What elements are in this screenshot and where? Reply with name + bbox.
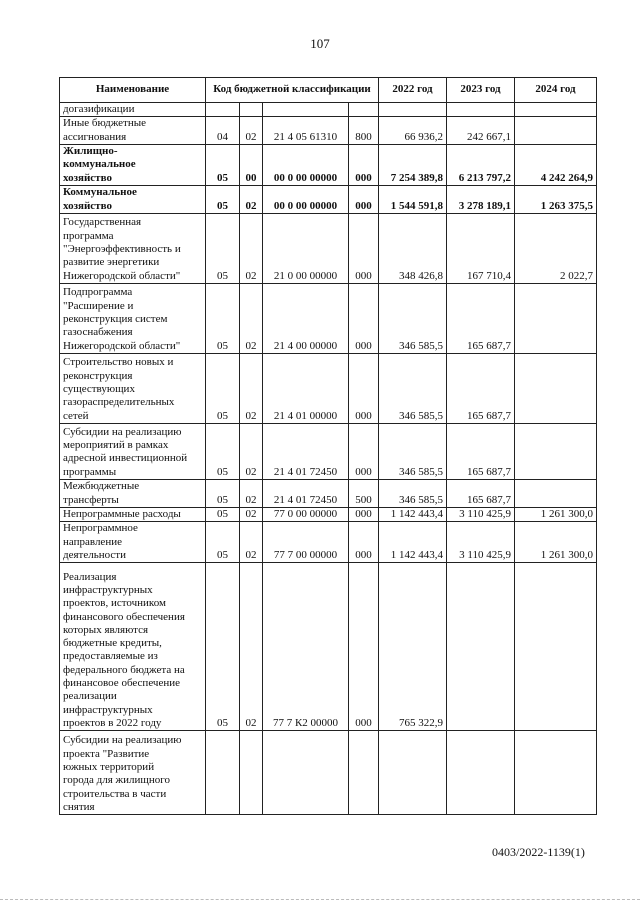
value-2023: 165 687,7: [447, 353, 515, 423]
value-2023: 242 667,1: [447, 117, 515, 145]
code-subsection: 02: [240, 423, 263, 479]
table-row: [60, 213, 597, 283]
value-2024: 2 022,7: [515, 213, 597, 283]
row-name: Непрограммные расходы: [60, 507, 206, 521]
scan-artifact-line: [0, 899, 640, 901]
table-row: [60, 423, 597, 479]
code-expense-type: 000: [349, 185, 379, 213]
table-body: [60, 103, 597, 815]
code-subsection: 02: [240, 213, 263, 283]
code-target-article: 21 4 01 00000: [263, 353, 349, 423]
code-expense-type: 000: [349, 283, 379, 353]
code-section: 05: [206, 522, 240, 563]
table-header-row: [60, 78, 597, 103]
code-subsection: 02: [240, 479, 263, 507]
value-2023: 3 278 189,1: [447, 185, 515, 213]
row-name: Строительство новых и реконструкция существующих газораспределительных сетей: [60, 353, 206, 423]
code-subsection: 00: [240, 144, 263, 185]
code-target-article: 21 4 00 00000: [263, 283, 349, 353]
code-expense-type: 000: [349, 522, 379, 563]
header-code: Код бюджетной классификации: [206, 78, 379, 103]
code-subsection: 02: [240, 522, 263, 563]
code-expense-type: 000: [349, 423, 379, 479]
value-2024: 1 261 300,0: [515, 522, 597, 563]
value-2024: [515, 731, 597, 815]
value-2024: [515, 283, 597, 353]
value-2022: 66 936,2: [379, 117, 447, 145]
row-name: Подпрограмма "Расширение и реконструкция систем газоснабжения Нижегородской области": [60, 283, 206, 353]
value-2024: [515, 479, 597, 507]
value-2023: [447, 103, 515, 117]
row-name: Реализация инфраструктурных проектов, источником финансового обеспечения которых являются бюджетные кредиты, предоставляемые из федерального бюджета на финансовое обеспечение реализации инфраструктурных проектов в 2022 году: [60, 563, 206, 731]
code-target-article: 77 7 К2 00000: [263, 563, 349, 731]
code-target-article: 00 0 00 00000: [263, 185, 349, 213]
value-2024: [515, 103, 597, 117]
header-name: Наименование: [60, 78, 206, 103]
row-name: Жилищно- коммунальное хозяйство: [60, 144, 206, 185]
code-expense-type: 800: [349, 117, 379, 145]
value-2022: 346 585,5: [379, 353, 447, 423]
code-expense-type: 500: [349, 479, 379, 507]
code-section: [206, 103, 240, 117]
row-name: Коммунальное хозяйство: [60, 185, 206, 213]
value-2023: 3 110 425,9: [447, 522, 515, 563]
code-section: 05: [206, 563, 240, 731]
table-row: [60, 283, 597, 353]
value-2024: 4 242 264,9: [515, 144, 597, 185]
code-expense-type: 000: [349, 563, 379, 731]
table-row: [60, 144, 597, 185]
value-2024: [515, 563, 597, 731]
code-subsection: 02: [240, 185, 263, 213]
code-expense-type: 000: [349, 507, 379, 521]
value-2022: 1 142 443,4: [379, 522, 447, 563]
code-section: 05: [206, 479, 240, 507]
code-target-article: 21 0 00 00000: [263, 213, 349, 283]
value-2024: [515, 423, 597, 479]
value-2022: 346 585,5: [379, 423, 447, 479]
code-subsection: 02: [240, 353, 263, 423]
footer-document-code: 0403/2022-1139(1): [492, 845, 585, 859]
value-2022: [379, 103, 447, 117]
row-name: Иные бюджетные ассигнования: [60, 117, 206, 145]
code-target-article: 21 4 01 72450: [263, 479, 349, 507]
budget-table: [59, 77, 597, 815]
page-number: 107: [310, 36, 330, 51]
value-2023: 165 687,7: [447, 479, 515, 507]
value-2024: [515, 353, 597, 423]
table-row: [60, 507, 597, 521]
code-expense-type: [349, 731, 379, 815]
value-2023: [447, 731, 515, 815]
code-expense-type: 000: [349, 213, 379, 283]
table-row: [60, 103, 597, 117]
code-subsection: [240, 731, 263, 815]
value-2023: 167 710,4: [447, 213, 515, 283]
value-2023: 6 213 797,2: [447, 144, 515, 185]
code-section: [206, 731, 240, 815]
row-name: Субсидии на реализацию проекта "Развитие южных территорий города для жилищного строительства в части снятия: [60, 731, 206, 815]
code-section: 05: [206, 353, 240, 423]
row-name: Межбюджетные трансферты: [60, 479, 206, 507]
value-2023: 165 687,7: [447, 423, 515, 479]
value-2022: 348 426,8: [379, 213, 447, 283]
code-subsection: 02: [240, 563, 263, 731]
code-expense-type: [349, 103, 379, 117]
code-section: 05: [206, 213, 240, 283]
table-row: [60, 353, 597, 423]
code-target-article: [263, 103, 349, 117]
code-expense-type: 000: [349, 353, 379, 423]
value-2023: [447, 563, 515, 731]
header-2024: 2024 год: [515, 78, 597, 103]
code-section: 05: [206, 283, 240, 353]
code-subsection: [240, 103, 263, 117]
value-2022: 1 544 591,8: [379, 185, 447, 213]
table-row: [60, 522, 597, 563]
code-target-article: 21 4 05 61310: [263, 117, 349, 145]
value-2022: 1 142 443,4: [379, 507, 447, 521]
code-target-article: [263, 731, 349, 815]
row-name: Государственная программа "Энергоэффективность и развитие энергетики Нижегородской области": [60, 213, 206, 283]
value-2024: [515, 117, 597, 145]
row-name: Субсидии на реализацию мероприятий в рамках адресной инвестиционной программы: [60, 423, 206, 479]
code-section: 05: [206, 423, 240, 479]
table-row: [60, 563, 597, 731]
value-2023: 165 687,7: [447, 283, 515, 353]
code-target-article: 00 0 00 00000: [263, 144, 349, 185]
code-subsection: 02: [240, 117, 263, 145]
code-section: 05: [206, 507, 240, 521]
row-name: Непрограммное направление деятельности: [60, 522, 206, 563]
code-target-article: 77 0 00 00000: [263, 507, 349, 521]
value-2022: 765 322,9: [379, 563, 447, 731]
code-expense-type: 000: [349, 144, 379, 185]
value-2022: [379, 731, 447, 815]
code-subsection: 02: [240, 507, 263, 521]
code-target-article: 77 7 00 00000: [263, 522, 349, 563]
header-2023: 2023 год: [447, 78, 515, 103]
code-section: 05: [206, 144, 240, 185]
table-row: [60, 185, 597, 213]
value-2022: 7 254 389,8: [379, 144, 447, 185]
value-2022: 346 585,5: [379, 283, 447, 353]
value-2024: 1 263 375,5: [515, 185, 597, 213]
table-row: [60, 117, 597, 145]
value-2023: 3 110 425,9: [447, 507, 515, 521]
table-row: [60, 479, 597, 507]
code-subsection: 02: [240, 283, 263, 353]
code-section: 05: [206, 185, 240, 213]
code-section: 04: [206, 117, 240, 145]
table-row: [60, 731, 597, 815]
value-2024: 1 261 300,0: [515, 507, 597, 521]
row-name: догазификации: [60, 103, 206, 117]
header-2022: 2022 год: [379, 78, 447, 103]
value-2022: 346 585,5: [379, 479, 447, 507]
code-target-article: 21 4 01 72450: [263, 423, 349, 479]
